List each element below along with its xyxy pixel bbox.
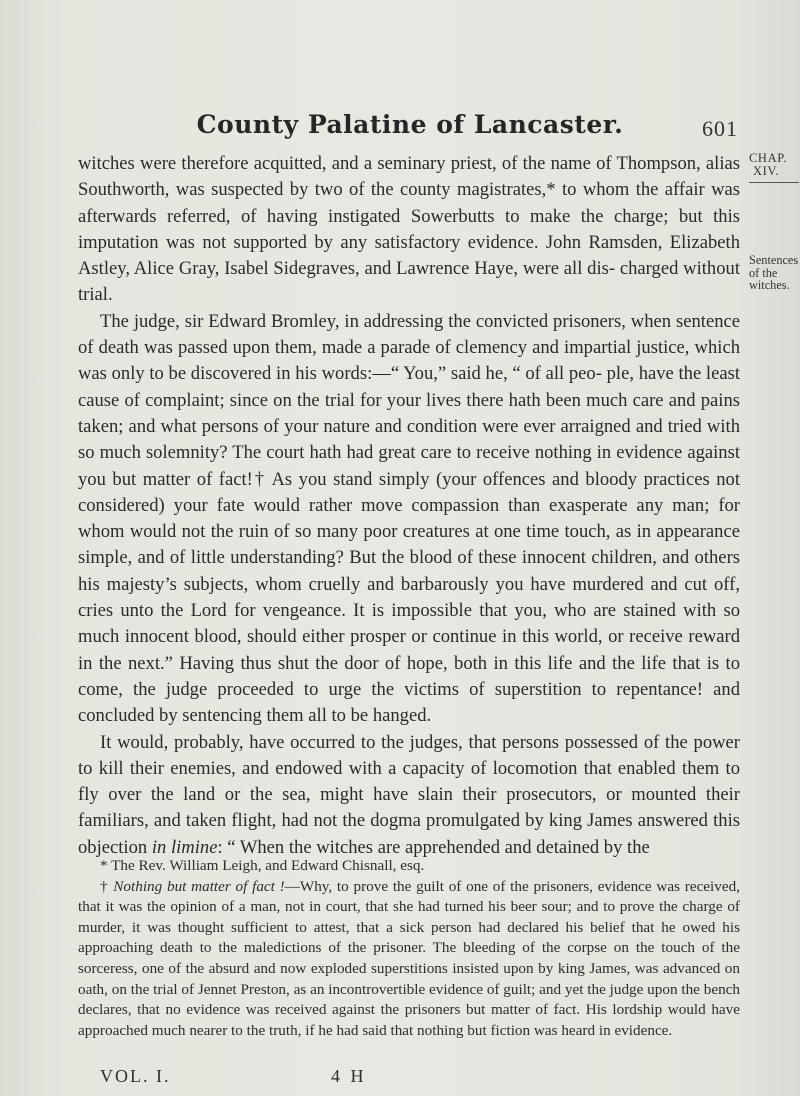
- paragraph: [78, 730, 740, 861]
- footnote-mark: †: [100, 877, 114, 895]
- sidenote-line: witches.: [749, 278, 790, 292]
- main-text: [78, 151, 740, 861]
- latin-phrase: in limine: [151, 836, 218, 858]
- footnotes: [78, 856, 740, 1041]
- chapter-label: CHAP.: [749, 151, 788, 165]
- sidenote-line: of the: [749, 265, 778, 280]
- signature-line: [100, 1066, 500, 1090]
- paragraph-text: It would, probably, have occurred to the judges, that persons possessed of the power to kill their enemies, and endowed with a capacity of locomotion that enabled them to fly over the land or the sea, might have slain their prosecutors, or mounted their familiars, and taken flight, had not the dogma promulgated by king James answered this objection: [78, 731, 740, 858]
- footnote: * The Rev. William Leigh, and Edward Chisnall, esq.: [100, 857, 425, 874]
- paragraph: witches were therefore acquitted, and a seminary priest, of the name of Thompson, alias Southworth, was suspected by two of the county magistrates,* to whom the affair was afterwards referred, of having instigated Sowerbutts to make the charge; but this imputation was not supported by any satisfactory evidence. John Ramsden, Elizabeth Astley, Alice Gray, Isabel Sidegraves, and Lawrence Haye, were all dis- charged without trial.: [78, 153, 740, 306]
- footnote-italic: Nothing but matter of fact !: [113, 877, 285, 895]
- footnote-text: —Why, to prove the guilt of one of the prisoners, evidence was received, that it was the opinion of a man, not in court, that she had turned his beer sour; and to prove the charge of murder, it was thought sufficient to attest, that a sick person had declared his belief that he owed his approaching death to the maledictions of the prisoner. The bleeding of the corpse on the touch of the sorceress, one of the absurd and now exploded superstitions insisted upon by king James, was advanced on oath, on the trial of Jennet Preston, as an incontrovertible evidence of guilt; and yet the judge upon the bench declares, that no evidence was received against the prisoners but matter of fact. His lordship would have approached much nearer to the truth, if he had said that nothing but fiction was heard in evidence.: [78, 877, 740, 1039]
- chapter-rule: [749, 182, 799, 183]
- volume-label: VOL. I.: [100, 1066, 171, 1086]
- paragraph: The judge, sir Edward Bromley, in addressing the convicted prisoners, when sentence of death was passed upon them, made a parade of clemency and impartial justice, which was only to be discovered in his words:—“ You,” said he, “ of all peo- ple, have the least cause of complaint; since on the trial for your lives there hath been much care and pains taken; and what persons of your nature and condition were ever arraigned and tried with so much solemnity? The court hath had great care to receive nothing in evidence against you but matter of fact!† As you stand simply (your offences and bloody practices not considered) your fate would rather move compassion than exasperate any man; for whom would not the ruin of so many poor creatures at one time touch, as in appearance simple, and of little understanding? But the blood of these innocent children, and others his majesty’s subjects, whom cruelly and barbarously you have murdered and cut off, cries unto the Lord for vengeance. It is impossible that you, who are stained with so much innocent blood, should either prosper or continue in this world, or receive reward in the next.” Having thus shut the door of hope, both in this life and the life that is to come, the judge proceeded to urge the victims of superstition to repentance! and concluded by sentencing them all to be hanged.: [78, 310, 740, 727]
- paragraph-tail: : “ When the witches are apprehended and detained by the: [217, 836, 650, 858]
- chapter-marker: [749, 152, 797, 178]
- footnote: [78, 877, 740, 1042]
- running-head: [80, 110, 740, 144]
- chapter-number: XIV.: [753, 164, 780, 178]
- signature-mark: 4 H: [331, 1066, 367, 1086]
- sidenote-sentences: [749, 254, 797, 292]
- running-title: County Palatine of Lancaster.: [196, 110, 624, 139]
- sidenote-line: Sentences: [749, 253, 799, 267]
- page-number: 601: [702, 116, 738, 141]
